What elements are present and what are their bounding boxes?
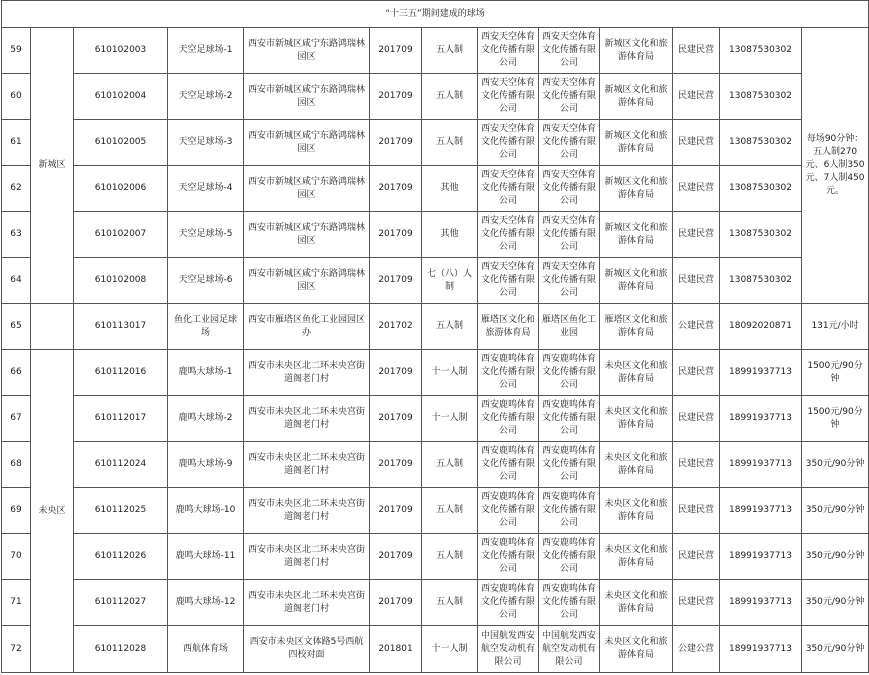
venue-name-cell: 天空足球场-1 <box>168 28 244 74</box>
build-year-cell: 201801 <box>370 626 422 673</box>
table-row <box>2 304 869 350</box>
operator-cell: 西安天空体育文化传播有限公司 <box>539 120 600 166</box>
build-year-cell: 201709 <box>370 488 422 534</box>
venue-name-cell: 天空足球场-2 <box>168 74 244 120</box>
dept-cell: 新城区文化和旅游体育局 <box>600 28 673 74</box>
district-cell: 新城区 <box>31 28 74 304</box>
table-row <box>2 120 869 166</box>
dept-cell: 未央区文化和旅游体育局 <box>600 488 673 534</box>
venue-code-cell: 610112025 <box>74 488 168 534</box>
builder-cell: 西安鹿鸣体育文化传播有限公司 <box>478 442 539 488</box>
build-year-cell: 201709 <box>370 442 422 488</box>
address-cell: 西安市雁塔区鱼化工业园园区办 <box>244 304 370 350</box>
field-type-cell: 十一人制 <box>422 396 478 442</box>
operator-cell: 西安鹿鸣体育文化传播有限公司 <box>539 580 600 626</box>
address-cell: 西安市未央区北二环未央宫街道阁老门村 <box>244 350 370 396</box>
phone-cell: 18991937713 <box>720 534 802 580</box>
phone-cell: 18991937713 <box>720 350 802 396</box>
build-year-cell: 201709 <box>370 396 422 442</box>
phone-cell: 18991937713 <box>720 580 802 626</box>
builder-cell: 中国航发西安航空发动机有限公司 <box>478 626 539 673</box>
build-year-cell: 201709 <box>370 258 422 304</box>
ownership-cell: 民建民营 <box>673 212 720 258</box>
builder-cell: 西安鹿鸣体育文化传播有限公司 <box>478 488 539 534</box>
price-cell: 每场90分钟：五人制270元、6人制350元、7人制450元。 <box>802 28 869 304</box>
operator-cell: 西安鹿鸣体育文化传播有限公司 <box>539 442 600 488</box>
builder-cell: 西安天空体育文化传播有限公司 <box>478 166 539 212</box>
price-cell: 1500元/90分钟 <box>802 350 869 396</box>
address-cell: 西安市未央区北二环未央宫街道阁老门村 <box>244 488 370 534</box>
venue-code-cell: 610102007 <box>74 212 168 258</box>
venue-code-cell: 610102008 <box>74 258 168 304</box>
row-number-cell: 65 <box>2 304 31 350</box>
field-type-cell: 五人制 <box>422 442 478 488</box>
table-row <box>2 28 869 74</box>
field-type-cell: 五人制 <box>422 488 478 534</box>
ownership-cell: 民建民营 <box>673 350 720 396</box>
table-row <box>2 488 869 534</box>
ownership-cell: 民建民营 <box>673 488 720 534</box>
dept-cell: 未央区文化和旅游体育局 <box>600 442 673 488</box>
field-type-cell: 五人制 <box>422 580 478 626</box>
field-type-cell: 十一人制 <box>422 626 478 673</box>
row-number-cell: 64 <box>2 258 31 304</box>
row-number-cell: 69 <box>2 488 31 534</box>
venue-table <box>1 0 869 673</box>
venue-name-cell: 西航体育场 <box>168 626 244 673</box>
ownership-cell: 民建民营 <box>673 28 720 74</box>
venue-code-cell: 610102006 <box>74 166 168 212</box>
phone-cell: 18991937713 <box>720 488 802 534</box>
phone-cell: 13087530302 <box>720 28 802 74</box>
ownership-cell: 民建民营 <box>673 258 720 304</box>
row-number-cell: 60 <box>2 74 31 120</box>
address-cell: 西安市新城区咸宁东路鸿瑞林园区 <box>244 212 370 258</box>
venue-code-cell: 610112028 <box>74 626 168 673</box>
ownership-cell: 民建民营 <box>673 442 720 488</box>
field-type-cell: 五人制 <box>422 28 478 74</box>
venue-code-cell: 610102005 <box>74 120 168 166</box>
dept-cell: 新城区文化和旅游体育局 <box>600 212 673 258</box>
operator-cell: 西安鹿鸣体育文化传播有限公司 <box>539 350 600 396</box>
ownership-cell: 公建民营 <box>673 304 720 350</box>
venue-code-cell: 610112016 <box>74 350 168 396</box>
venue-name-cell: 鹿鸣大球场-11 <box>168 534 244 580</box>
ownership-cell: 民建民营 <box>673 580 720 626</box>
table-row <box>2 166 869 212</box>
row-number-cell: 70 <box>2 534 31 580</box>
address-cell: 西安市新城区咸宁东路鸿瑞林园区 <box>244 120 370 166</box>
row-number-cell: 59 <box>2 28 31 74</box>
price-cell: 350元/90分钟 <box>802 488 869 534</box>
build-year-cell: 201709 <box>370 28 422 74</box>
phone-cell: 18092020871 <box>720 304 802 350</box>
row-number-cell: 61 <box>2 120 31 166</box>
venue-code-cell: 610102004 <box>74 74 168 120</box>
build-year-cell: 201709 <box>370 120 422 166</box>
venue-name-cell: 鹿鸣大球场-10 <box>168 488 244 534</box>
table-title: “十三五”期间建成的球场 <box>2 1 869 28</box>
dept-cell: 未央区文化和旅游体育局 <box>600 580 673 626</box>
ownership-cell: 民建民营 <box>673 534 720 580</box>
row-number-cell: 68 <box>2 442 31 488</box>
venue-name-cell: 鹿鸣大球场-2 <box>168 396 244 442</box>
row-number-cell: 72 <box>2 626 31 673</box>
dept-cell: 未央区文化和旅游体育局 <box>600 626 673 673</box>
operator-cell: 西安天空体育文化传播有限公司 <box>539 166 600 212</box>
address-cell: 西安市未央区北二环未央宫街道阁老门村 <box>244 580 370 626</box>
builder-cell: 西安鹿鸣体育文化传播有限公司 <box>478 396 539 442</box>
dept-cell: 新城区文化和旅游体育局 <box>600 74 673 120</box>
operator-cell: 西安天空体育文化传播有限公司 <box>539 258 600 304</box>
table-row <box>2 580 869 626</box>
ownership-cell: 民建民营 <box>673 396 720 442</box>
builder-cell: 西安天空体育文化传播有限公司 <box>478 120 539 166</box>
build-year-cell: 201709 <box>370 166 422 212</box>
venue-code-cell: 610112026 <box>74 534 168 580</box>
address-cell: 西安市未央区北二环未央宫街道阁老门村 <box>244 396 370 442</box>
venue-code-cell: 610112027 <box>74 580 168 626</box>
venue-name-cell: 鹿鸣大球场-1 <box>168 350 244 396</box>
address-cell: 西安市未央区文体路5号西航四校对面 <box>244 626 370 673</box>
phone-cell: 18991937713 <box>720 626 802 673</box>
address-cell: 西安市新城区咸宁东路鸿瑞林园区 <box>244 74 370 120</box>
operator-cell: 西安鹿鸣体育文化传播有限公司 <box>539 534 600 580</box>
field-type-cell: 五人制 <box>422 304 478 350</box>
table-row <box>2 442 869 488</box>
operator-cell: 雁塔区鱼化工业园 <box>539 304 600 350</box>
venue-name-cell: 天空足球场-4 <box>168 166 244 212</box>
district-cell: 未央区 <box>31 350 74 673</box>
table-row <box>2 626 869 673</box>
address-cell: 西安市未央区北二环未央宫街道阁老门村 <box>244 442 370 488</box>
dept-cell: 未央区文化和旅游体育局 <box>600 534 673 580</box>
builder-cell: 西安鹿鸣体育文化传播有限公司 <box>478 350 539 396</box>
venue-name-cell: 鱼化工业园足球场 <box>168 304 244 350</box>
dept-cell: 雁塔区文化和旅游体育局 <box>600 304 673 350</box>
operator-cell: 西安天空体育文化传播有限公司 <box>539 74 600 120</box>
field-type-cell: 五人制 <box>422 120 478 166</box>
phone-cell: 13087530302 <box>720 212 802 258</box>
ownership-cell: 公建公营 <box>673 626 720 673</box>
dept-cell: 新城区文化和旅游体育局 <box>600 166 673 212</box>
table-row <box>2 74 869 120</box>
builder-cell: 西安天空体育文化传播有限公司 <box>478 28 539 74</box>
table-row <box>2 212 869 258</box>
dept-cell: 未央区文化和旅游体育局 <box>600 350 673 396</box>
build-year-cell: 201709 <box>370 74 422 120</box>
venue-code-cell: 610112017 <box>74 396 168 442</box>
address-cell: 西安市新城区咸宁东路鸿瑞林园区 <box>244 258 370 304</box>
field-type-cell: 七（八）人制 <box>422 258 478 304</box>
build-year-cell: 201709 <box>370 350 422 396</box>
field-type-cell: 五人制 <box>422 74 478 120</box>
price-cell: 350元/90分钟 <box>802 626 869 673</box>
field-type-cell: 其他 <box>422 166 478 212</box>
operator-cell: 西安天空体育文化传播有限公司 <box>539 212 600 258</box>
field-type-cell: 其他 <box>422 212 478 258</box>
builder-cell: 西安天空体育文化传播有限公司 <box>478 258 539 304</box>
row-number-cell: 63 <box>2 212 31 258</box>
row-number-cell: 66 <box>2 350 31 396</box>
operator-cell: 西安天空体育文化传播有限公司 <box>539 28 600 74</box>
builder-cell: 西安天空体育文化传播有限公司 <box>478 74 539 120</box>
price-cell: 350元/90分钟 <box>802 534 869 580</box>
venue-name-cell: 鹿鸣大球场-12 <box>168 580 244 626</box>
row-number-cell: 67 <box>2 396 31 442</box>
field-type-cell: 十一人制 <box>422 350 478 396</box>
phone-cell: 13087530302 <box>720 120 802 166</box>
phone-cell: 13087530302 <box>720 258 802 304</box>
row-number-cell: 71 <box>2 580 31 626</box>
build-year-cell: 201702 <box>370 304 422 350</box>
operator-cell: 西安鹿鸣体育文化传播有限公司 <box>539 396 600 442</box>
price-cell: 1500元/90分钟 <box>802 396 869 442</box>
phone-cell: 13087530302 <box>720 74 802 120</box>
address-cell: 西安市新城区咸宁东路鸿瑞林园区 <box>244 28 370 74</box>
dept-cell: 新城区文化和旅游体育局 <box>600 120 673 166</box>
address-cell: 西安市新城区咸宁东路鸿瑞林园区 <box>244 166 370 212</box>
table-row <box>2 258 869 304</box>
row-number-cell: 62 <box>2 166 31 212</box>
phone-cell: 18991937713 <box>720 396 802 442</box>
build-year-cell: 201709 <box>370 212 422 258</box>
phone-cell: 13087530302 <box>720 166 802 212</box>
operator-cell: 中国航发西安航空发动机有限公司 <box>539 626 600 673</box>
venue-name-cell: 鹿鸣大球场-9 <box>168 442 244 488</box>
builder-cell: 雁塔区文化和旅游体育局 <box>478 304 539 350</box>
builder-cell: 西安鹿鸣体育文化传播有限公司 <box>478 580 539 626</box>
operator-cell: 西安鹿鸣体育文化传播有限公司 <box>539 488 600 534</box>
field-type-cell: 五人制 <box>422 534 478 580</box>
district-cell <box>31 304 74 350</box>
table-row <box>2 534 869 580</box>
ownership-cell: 民建民营 <box>673 74 720 120</box>
table-row <box>2 396 869 442</box>
venue-code-cell: 610112024 <box>74 442 168 488</box>
dept-cell: 未央区文化和旅游体育局 <box>600 396 673 442</box>
address-cell: 西安市未央区北二环未央宫街道阁老门村 <box>244 534 370 580</box>
table-row <box>2 350 869 396</box>
dept-cell: 新城区文化和旅游体育局 <box>600 258 673 304</box>
ownership-cell: 民建民营 <box>673 166 720 212</box>
ownership-cell: 民建民营 <box>673 120 720 166</box>
venue-name-cell: 天空足球场-3 <box>168 120 244 166</box>
venue-code-cell: 610113017 <box>74 304 168 350</box>
price-cell: 131元/小时 <box>802 304 869 350</box>
price-cell: 350元/90分钟 <box>802 580 869 626</box>
phone-cell: 18991937713 <box>720 442 802 488</box>
price-cell: 350元/90分钟 <box>802 442 869 488</box>
builder-cell: 西安天空体育文化传播有限公司 <box>478 212 539 258</box>
venue-name-cell: 天空足球场-5 <box>168 212 244 258</box>
venue-code-cell: 610102003 <box>74 28 168 74</box>
venue-name-cell: 天空足球场-6 <box>168 258 244 304</box>
builder-cell: 西安鹿鸣体育文化传播有限公司 <box>478 534 539 580</box>
build-year-cell: 201709 <box>370 534 422 580</box>
build-year-cell: 201709 <box>370 580 422 626</box>
